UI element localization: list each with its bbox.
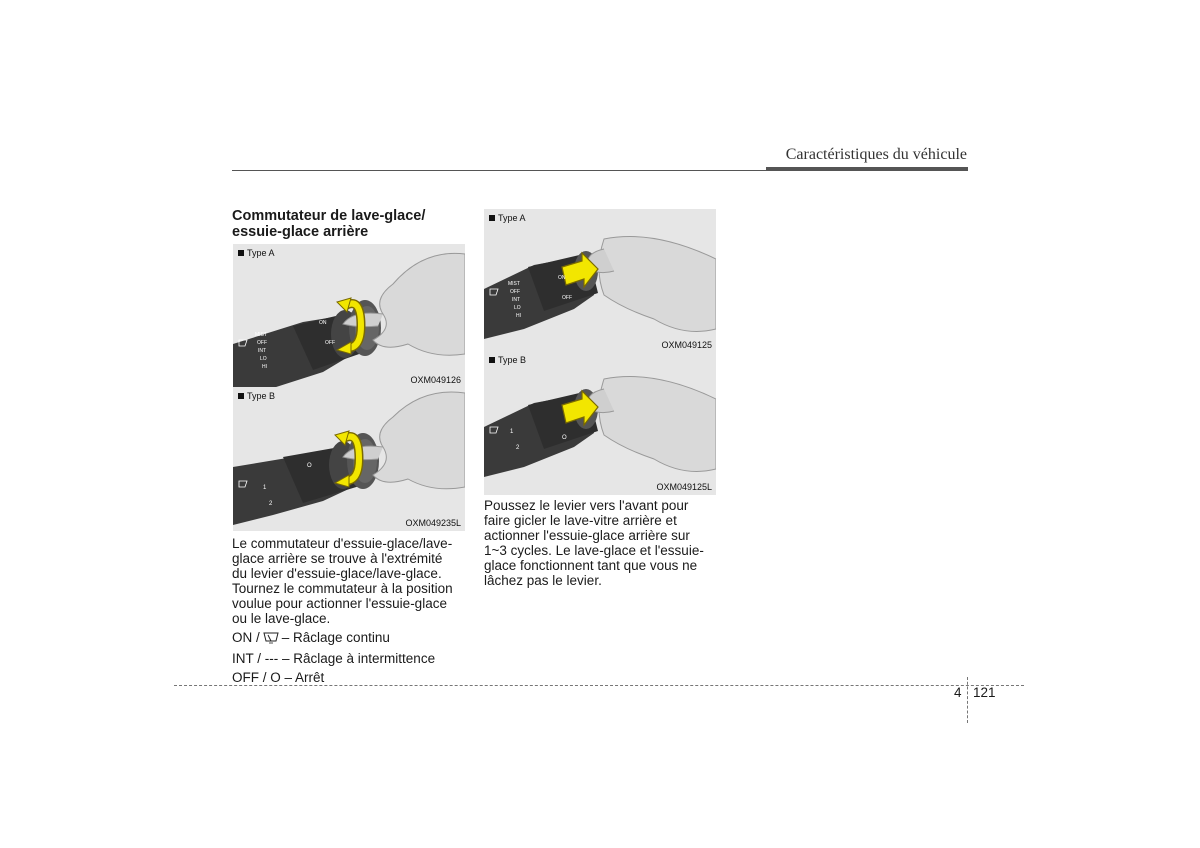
switch-label-on: ON — [319, 320, 327, 326]
figure-push-type-b — [484, 351, 716, 495]
paragraph-line: Le commutateur d'essuie-glace/lave- — [232, 536, 453, 551]
paragraph-line: lâchez pas le levier. — [484, 573, 602, 588]
header-rule-accent — [766, 167, 968, 171]
switch-label-on: ON — [558, 275, 566, 281]
figure-code: OXM049125L — [656, 482, 712, 492]
chapter-number: 4 — [954, 685, 962, 700]
figure-type-label: Type A — [489, 213, 526, 223]
switch-label-o: O — [307, 463, 312, 469]
page-number: 121 — [973, 685, 996, 700]
switch-label-lo: LO — [514, 305, 521, 311]
figure-rotate-type-a — [233, 244, 465, 388]
paragraph-line: glace fonctionnent tant que vous ne — [484, 558, 698, 573]
lever-rotate-illustration — [233, 387, 465, 531]
switch-label-mist: MIST — [255, 332, 267, 338]
paragraph-line: Tournez le commutateur à la position — [232, 581, 453, 596]
legend-off: OFF / O – Arrêt — [232, 670, 325, 685]
figure-push-type-a — [484, 209, 716, 353]
legend-int: INT / --- – Râclage à intermittence — [232, 651, 436, 666]
figure-code: OXM049235L — [405, 518, 461, 528]
switch-label-off: OFF — [257, 340, 267, 346]
switch-label-o: O — [562, 435, 567, 441]
paragraph-line: faire gicler le lave-vitre arrière et — [484, 513, 677, 528]
left-text-block — [232, 536, 464, 685]
chapter-title: Caractéristiques du véhicule — [785, 146, 967, 163]
section-heading-line2: essuie-glace arrière — [232, 224, 369, 240]
switch-label-int: INT — [512, 297, 521, 303]
switch-label-1: 1 — [510, 429, 514, 435]
square-bullet-icon — [489, 357, 495, 363]
lever-rotate-illustration — [233, 244, 465, 388]
switch-label-off: OFF — [510, 289, 520, 295]
switch-label-1: 1 — [263, 485, 267, 491]
switch-label-hi: HI — [516, 313, 521, 319]
right-paragraph — [484, 498, 716, 588]
rear-wiper-icon — [263, 632, 279, 647]
switch-label-hi: HI — [262, 364, 267, 370]
figure-code: OXM049125 — [661, 340, 712, 350]
lever-push-illustration — [484, 209, 716, 353]
paragraph-line: Poussez le levier vers l'avant pour — [484, 498, 689, 513]
section-heading — [232, 208, 472, 240]
left-paragraph — [232, 536, 464, 626]
figure-type-label: Type A — [238, 248, 275, 258]
figure-type-label: Type B — [489, 355, 526, 365]
paragraph-line: du levier d'essuie-glace/lave-glace. — [232, 566, 442, 581]
switch-label-off2: OFF — [562, 295, 572, 301]
switch-label-2: 2 — [516, 445, 520, 451]
switch-label-lo: LO — [260, 356, 267, 362]
paragraph-line: voulue pour actionner l'essuie-glace — [232, 596, 447, 611]
section-heading-line1: Commutateur de lave-glace/ — [232, 208, 426, 224]
figure-rotate-type-b — [233, 387, 465, 531]
switch-label-2: 2 — [269, 501, 273, 507]
footer-divider — [967, 677, 968, 723]
square-bullet-icon — [489, 215, 495, 221]
figure-type-label: Type B — [238, 391, 275, 401]
right-text-block — [484, 498, 716, 588]
footer-rule — [174, 685, 1024, 686]
square-bullet-icon — [238, 393, 244, 399]
switch-label-off2: OFF — [325, 340, 335, 346]
paragraph-line: glace arrière se trouve à l'extrémité — [232, 551, 443, 566]
paragraph-line: actionner l'essuie-glace arrière sur — [484, 528, 690, 543]
lever-push-illustration — [484, 351, 716, 495]
switch-label-int: INT — [258, 348, 267, 354]
figure-code: OXM049126 — [410, 375, 461, 385]
switch-label-mist: MIST — [508, 281, 520, 287]
paragraph-line: ou le lave-glace. — [232, 611, 331, 626]
square-bullet-icon — [238, 250, 244, 256]
legend-on: ON / – Râclage continu — [232, 630, 390, 645]
paragraph-line: 1~3 cycles. Le lave-glace et l'essuie- — [484, 543, 704, 558]
